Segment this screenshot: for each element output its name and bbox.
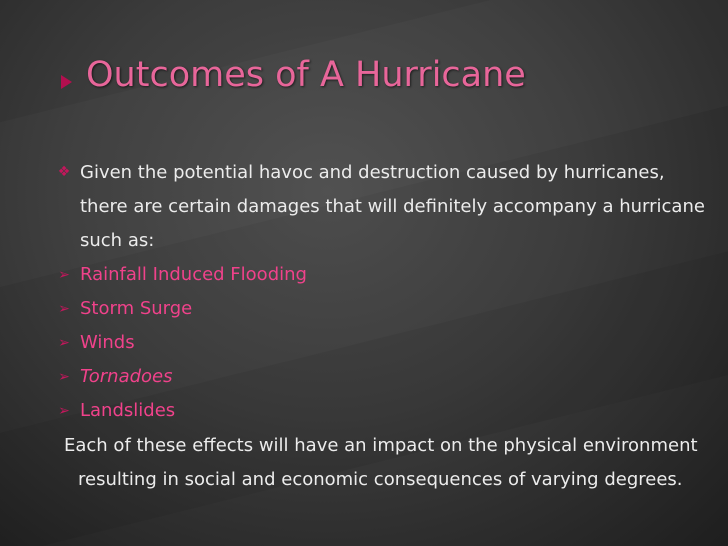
chevron-right-bullet-icon: ➢ xyxy=(58,403,70,419)
triangle-right-icon xyxy=(61,75,72,89)
list-item xyxy=(56,292,716,326)
list-item-label: Winds xyxy=(80,332,135,353)
intro-paragraph xyxy=(56,156,716,258)
list-item-label: Rainfall Induced Flooding xyxy=(80,264,307,285)
closing-paragraph xyxy=(56,429,716,497)
closing-text: Each of these effects will have an impact on the physical environment resulting in social and economic consequences of varying degrees. xyxy=(64,435,698,490)
chevron-right-bullet-icon: ➢ xyxy=(58,369,70,385)
list-item xyxy=(56,394,716,428)
slide-body xyxy=(56,156,716,497)
chevron-right-bullet-icon: ➢ xyxy=(58,267,70,283)
list-item xyxy=(56,360,716,394)
list-item xyxy=(56,326,716,360)
list-item xyxy=(56,258,716,292)
chevron-right-bullet-icon: ➢ xyxy=(58,335,70,351)
chevron-right-bullet-icon: ➢ xyxy=(58,301,70,317)
list-item-label: Landslides xyxy=(80,400,176,421)
intro-text: Given the potential havoc and destruction caused by hurricanes, there are certain damages that will definitely accompany a hurricane such as: xyxy=(80,162,705,251)
list-item-label: Storm Surge xyxy=(80,298,193,319)
diamond-bullet-icon: ❖ xyxy=(57,164,71,180)
list-item-label: Tornadoes xyxy=(80,366,173,387)
slide-title: Outcomes of A Hurricane xyxy=(86,55,526,95)
